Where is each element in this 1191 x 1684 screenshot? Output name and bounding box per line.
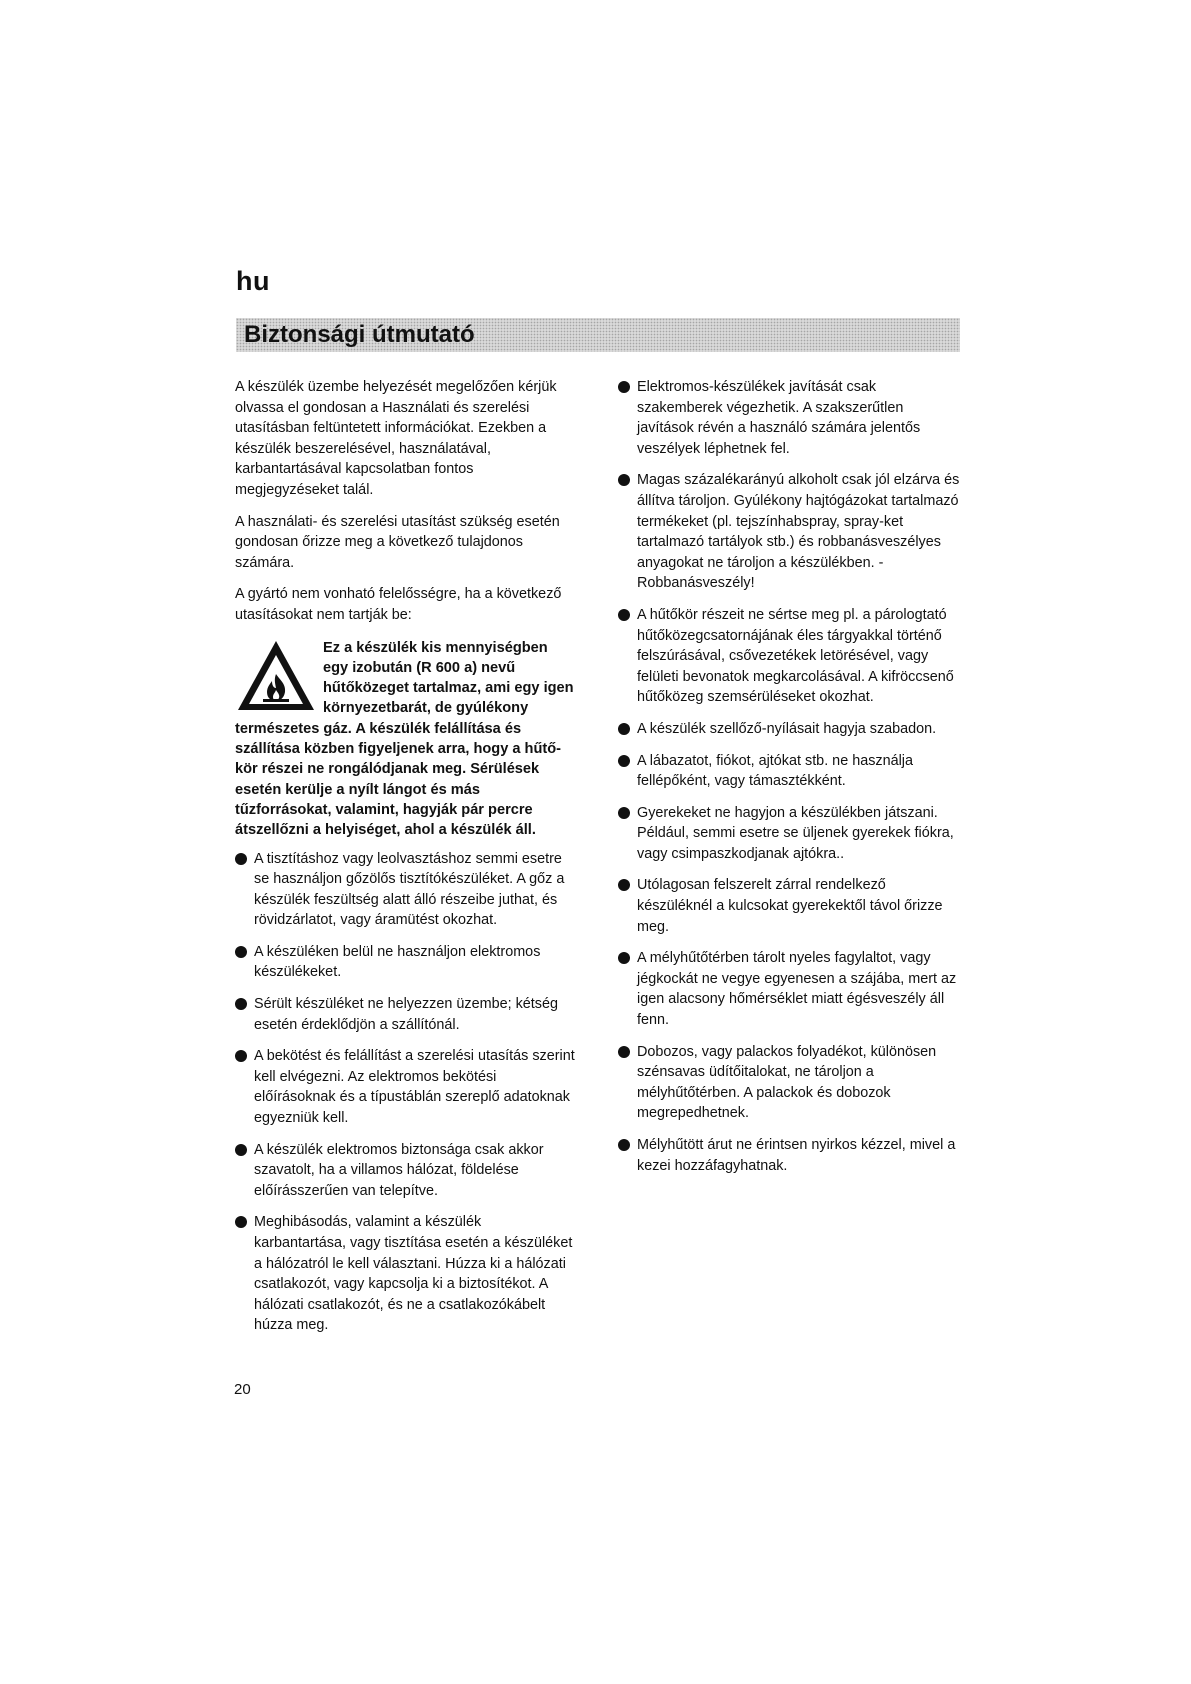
list-item: Mélyhűtött árut ne érintsen nyirkos kézzel, mivel a kezei hozzáfagyhatnak.	[618, 1135, 963, 1176]
list-item: Elektromos-készülékek javítását csak szakemberek végezhetik. A szakszerűtlen javítások révén a használó számára jelentős veszélyek léphetnek fel.	[618, 377, 963, 459]
keep-manual-paragraph: A használati- és szerelési utasítást szükség esetén gondosan őrizze meg a következő tulajdonos számára.	[235, 513, 560, 571]
flammable-warning-icon	[235, 638, 317, 714]
list-item: Magas százalékarányú alkoholt csak jól elzárva és állítva tároljon. Gyúlékony hajtógázokat tartalmazó termékeket (pl. tejszínhabspray, spray-ket tartalmazó tartályok stb.) és robbanásveszélyes anyagokat ne tároljon a készülékben. - Robbanásveszély!	[618, 470, 963, 594]
list-item: A lábazatot, fiókot, ajtókat stb. ne használja fellépőként, vagy támasztékként.	[618, 751, 963, 792]
right-column	[618, 377, 963, 1187]
section-banner	[236, 318, 960, 352]
right-bullet-list	[618, 377, 963, 1176]
list-item: A készüléken belül ne használjon elektromos készülékeket.	[235, 942, 575, 983]
list-item: A hűtőkör részeit ne sértse meg pl. a párologtató hűtőközegcsatornájának éles tárgyakkal történő felszúrásával, csővezetékek letörésével, vagy felületi bevonatok megkarcolásával. A kifröccsenő hűtőközeg szemsérüléseket okozhat.	[618, 605, 963, 708]
intro-paragraph: A készülék üzembe helyezését megelőzően kérjük olvassa el gondosan a Használati és szerelési utasításban feltüntetett információkat. Ezekben a készülék beszerelésével, használatával, karbantartásával kapcsolatban fontos megjegyzéseket talál.	[235, 379, 557, 498]
refrigerant-warning	[235, 638, 575, 841]
list-item: A készülék elektromos biztonsága csak akkor szavatolt, ha a villamos hálózat, földelése előírásszerűen van telepítve.	[235, 1140, 575, 1202]
list-item: Sérült készüléket ne helyezzen üzembe; kétség esetén érdeklődjön a szállítónál.	[235, 994, 575, 1035]
page-number: 20	[234, 1381, 251, 1398]
list-item: Dobozos, vagy palackos folyadékot, különösen szénsavas üdítőitalokat, ne tároljon a mélyhűtőtérben. A palackok és dobozok megrepedhetnek.	[618, 1042, 963, 1124]
list-item: A mélyhűtőtérben tárolt nyeles fagylaltot, vagy jégkockát ne vegye egyenesen a szájába, mert az igen alacsony hőmérséklet miatt égésveszély áll fenn.	[618, 948, 963, 1030]
list-item: Utólagosan felszerelt zárral rendelkező készüléknél a kulcsokat gyerekektől távol őrizze meg.	[618, 875, 963, 937]
language-code: hu	[236, 266, 270, 296]
section-title: Biztonsági útmutató	[244, 321, 475, 348]
warning-text: Ez a készülék kis mennyiségben egy izobután (R 600 a) nevű hűtőközeget tartalmaz, ami egy igen környezetbarát, de gyúlékony természetes gáz. A készülék felállítása és szállítása közben figyeljenek arra, hogy a hűtő-kör részei ne rongálódjanak meg. Sérülések esetén kerülje a nyílt lángot és más tűzforrásokat, valamint, hagyják pár percre átszellőzni a helyiséget, ahol a készülék áll.	[235, 639, 574, 839]
list-item: A bekötést és felállítást a szerelési utasítás szerint kell elvégezni. Az elektromos bekötési előírásoknak és a típustáblán szereplő adatoknak egyezniük kell.	[235, 1046, 575, 1128]
list-item: A készülék szellőző-nyílásait hagyja szabadon.	[618, 719, 963, 740]
left-bullet-list	[235, 849, 575, 1336]
liability-paragraph: A gyártó nem vonható felelősségre, ha a következő utasításokat nem tartják be:	[235, 586, 562, 623]
list-item: Gyerekeket ne hagyjon a készülékben játszani. Például, semmi esetre se üljenek gyerekek fiókra, vagy csimpaszkodjanak ajtókra..	[618, 803, 963, 865]
list-item: Meghibásodás, valamint a készülék karbantartása, vagy tisztítása esetén a készüléket a hálózatról le kell választani. Húzza ki a hálózati csatlakozót, vagy kapcsolja ki a biztosítékot. A hálózati csatlakozót, és ne a csatlakozókábelt húzza meg.	[235, 1212, 575, 1336]
list-item: A tisztításhoz vagy leolvasztáshoz semmi esetre se használjon gőzölős tisztítókészüléket. A gőz a készülék feszültség alatt álló részeibe juthat, és rövidzárlatot, vagy áramütést okozhat.	[235, 849, 575, 931]
left-column	[235, 377, 575, 1347]
